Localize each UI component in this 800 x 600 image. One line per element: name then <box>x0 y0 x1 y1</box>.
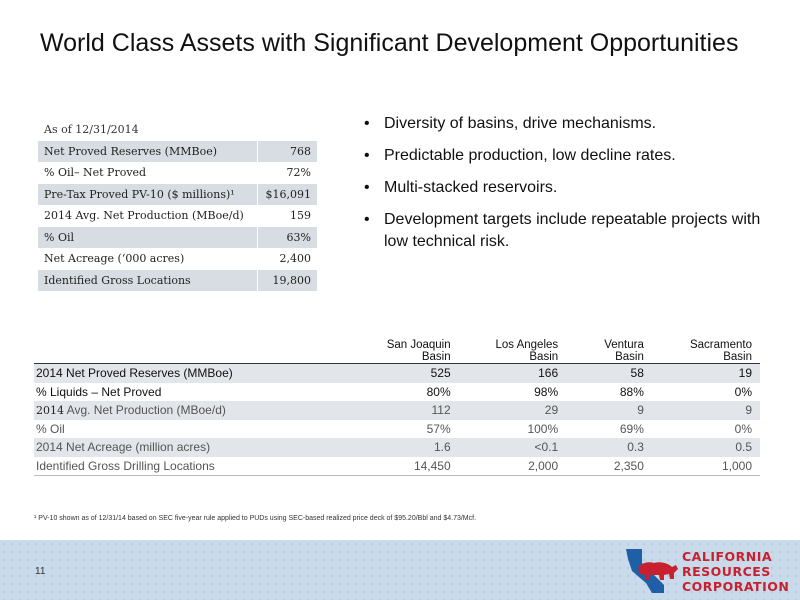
basin-cell: 14,450 <box>350 457 459 476</box>
bullet-text: Predictable production, low decline rates. <box>384 147 676 164</box>
basin-cell: 88% <box>619 384 644 399</box>
basin-cell: 19 <box>652 364 760 383</box>
basin-row-label: 2014 Net Acreage (million acres) <box>34 438 350 457</box>
basin-row <box>34 383 760 402</box>
summary-header: As of 12/31/2014 <box>38 119 317 141</box>
basin-table <box>34 339 760 476</box>
basin-row-label-prefix: 2014 <box>36 404 64 418</box>
basin-row-label: 2014 Net Proved Reserves (MMBoe) <box>34 364 350 383</box>
summary-label: 2014 Avg. Net Production (MBoe/d) <box>38 205 257 227</box>
basin-cell: <0.1 <box>459 438 567 457</box>
basin-cell: 0% <box>734 421 752 436</box>
bullet-glyph: • <box>364 211 370 228</box>
basin-column-header: Los Angeles Basin <box>459 339 567 364</box>
summary-row <box>38 205 317 227</box>
summary-value: 63% <box>257 227 317 249</box>
logo-wordmark <box>682 549 789 594</box>
basin-cell: 1.6 <box>350 438 459 457</box>
basin-row <box>34 364 760 383</box>
basin-row-label <box>34 401 350 420</box>
summary-label: Net Acreage (‘000 acres) <box>38 248 257 270</box>
summary-value: 159 <box>257 205 317 227</box>
summary-value: $16,091 <box>257 184 317 206</box>
basin-row-label-text: Avg. Net Production (MBoe/d) <box>64 403 226 418</box>
summary-table <box>38 119 317 291</box>
basin-row-label: Identified Gross Drilling Locations <box>34 457 350 476</box>
basin-cell: 80% <box>426 384 451 399</box>
bullet-glyph: • <box>364 147 370 164</box>
basin-header-row <box>34 339 760 364</box>
summary-row <box>38 184 317 206</box>
bullet-text: Diversity of basins, drive mechanisms. <box>384 115 657 132</box>
summary-label: Net Proved Reserves (MMBoe) <box>38 141 257 163</box>
summary-value: 768 <box>257 141 317 163</box>
basin-cell: 1,000 <box>652 457 760 476</box>
basin-row <box>34 401 760 420</box>
basin-cell: 166 <box>459 364 567 383</box>
bullet-glyph: • <box>364 115 370 132</box>
summary-row <box>38 248 317 270</box>
basin-cell: 2,350 <box>566 457 652 476</box>
california-bear-icon <box>624 547 682 595</box>
summary-label: Identified Gross Locations <box>38 270 257 292</box>
logo-line: CALIFORNIA <box>682 549 773 564</box>
basin-cell: 29 <box>459 401 567 420</box>
basin-row <box>34 438 760 457</box>
bullet-text: Development targets include repeatable projects with low technical risk. <box>384 211 761 250</box>
basin-row <box>34 420 760 439</box>
basin-cell: 525 <box>350 364 459 383</box>
basin-column-header: Ventura Basin <box>566 339 652 364</box>
basin-cell: 0.3 <box>566 438 652 457</box>
bullet-item <box>362 113 762 135</box>
summary-label: Pre-Tax Proved PV-10 ($ millions)¹ <box>38 184 257 206</box>
page-number: 11 <box>35 566 46 577</box>
basin-cell: 100% <box>527 421 559 436</box>
bullet-text: Multi-stacked reservoirs. <box>384 179 558 196</box>
basin-header-blank <box>34 339 350 364</box>
footnote: ¹ PV-10 shown as of 12/31/14 based on SEC five-year rule applied to PUDs using SEC-based realized price deck of $95.20/Bbl and $4.73/Mcf. <box>34 515 477 522</box>
company-logo <box>624 547 794 595</box>
slide-title: World Class Assets with Significant Development Opportunities <box>40 29 739 57</box>
basin-cell: 0% <box>734 384 752 399</box>
basin-cell: 112 <box>350 401 459 420</box>
bullet-item <box>362 209 762 253</box>
basin-cell: 58 <box>566 364 652 383</box>
basin-cell: 2,000 <box>459 457 567 476</box>
basin-cell: 9 <box>566 401 652 420</box>
basin-row <box>34 457 760 476</box>
summary-label: % Oil– Net Proved <box>38 162 257 184</box>
summary-header-row <box>38 119 317 141</box>
bullet-item <box>362 177 762 199</box>
basin-column-header: San Joaquin Basin <box>350 339 459 364</box>
basin-row-label: % Liquids – Net Proved <box>36 384 162 399</box>
basin-cell: 9 <box>652 401 760 420</box>
logo-line: CORPORATION <box>682 579 790 594</box>
summary-row <box>38 270 317 292</box>
bullet-item <box>362 145 762 167</box>
summary-value: 2,400 <box>257 248 317 270</box>
summary-row <box>38 162 317 184</box>
summary-label: % Oil <box>38 227 257 249</box>
basin-cell: 57% <box>426 421 451 436</box>
bullet-list <box>362 113 762 263</box>
summary-row <box>38 141 317 163</box>
basin-cell: 69% <box>619 421 644 436</box>
basin-row-label: % Oil <box>36 421 65 436</box>
basin-cell: 98% <box>534 384 559 399</box>
summary-row <box>38 227 317 249</box>
bullet-glyph: • <box>364 179 370 196</box>
logo-line: RESOURCES <box>682 564 771 579</box>
summary-value: 72% <box>257 162 317 184</box>
basin-column-header: Sacramento Basin <box>652 339 760 364</box>
summary-value: 19,800 <box>257 270 317 292</box>
basin-cell: 0.5 <box>652 438 760 457</box>
